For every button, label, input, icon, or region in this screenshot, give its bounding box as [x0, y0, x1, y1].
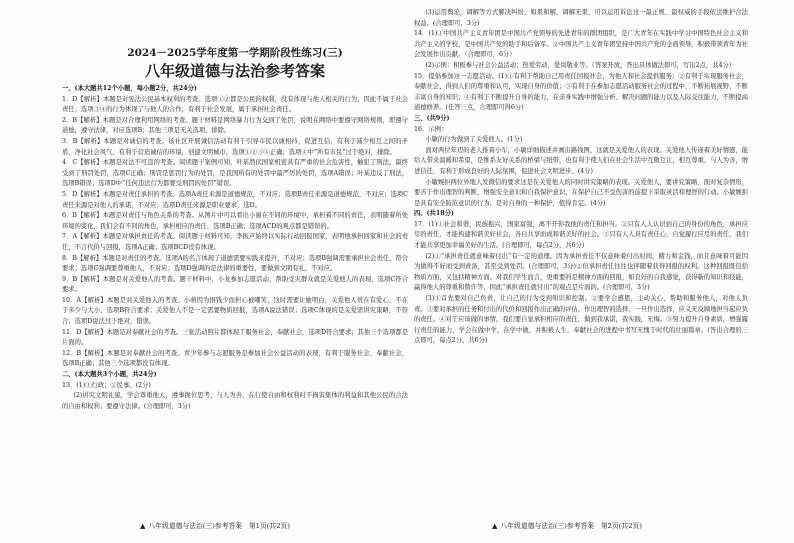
right-column-body — [414, 8, 748, 347]
answer-paragraph: 2．B【解析】本题是对合理利用网络的考查。题干材料是网络暴力行为交到了处罚，说明在网络中要遵守网络规则，即遵守道德，遵守法律，对应选项B；其他三项是无关选项，排除。 — [62, 116, 408, 135]
answer-paragraph: 12．B【解析】本题是对奉献社会的考查。青少年参与志愿服务是参加社会公益活动的表现，有利于服务社会、奉献社会，选项B正确；其他三个选项都没有体现。 — [62, 349, 408, 368]
answer-paragraph: 9．B【解析】本题是对关爱他人的考查。题干材料中，小龙参加志愿活动，帮助受灾群众就是关爱他人的表现，选项C符合要求。 — [62, 275, 408, 294]
left-column — [62, 8, 408, 412]
answer-paragraph: 10．A【解析】本题是对关爱他人的考查。小萌因为捐钱少而担心被嘲笑，这时需要让她明白，关爱他人贵在有爱心，不在于多少与大小，选项B符合要求；关爱他人不是一定需要物质回报，选项A说法错误；选项C体现的是关爱需讲究策略，不符合；选项D说法过于绝对，错误。 — [62, 296, 408, 326]
document-title-subject: 八年级道德与法治参考答案 — [144, 62, 325, 80]
answer-paragraph: (3)①首先要对自己负责，让自己的行为受到知识和控制。②要学会感恩，主动关心，帮助和服务他人，对他人负责。③要对承担的任务和付出的代价和回报作出正确的评估，作出理智的选择，一旦作出选择，应义无反顾地担当起应负的责任。④对于应该做的事情，我们要自觉承担相应的责任，做到我承诺，我实践，无悔。⑤努力提升自身素质，增强履行责任的能力，学会在做中学，在学中做，并积极人生，奉献社会的进程中书写无愧于时代的壮丽篇章。(答出合理的三点即可，每点2分，共6分) — [414, 295, 748, 345]
right-column — [414, 8, 748, 347]
answer-paragraph: 小敏的行为做到了关爱他人。(1分) — [425, 136, 523, 144]
answer-paragraph: 5．D【解析】本题是对责任承担的考查。选项A责任来源是道德规范，不对应；选项B责任来源是道德规范，不对应；选项C责任来源是对他人的承诺，不对应；选项D责任来源是职业要求，选D。 — [62, 190, 408, 209]
answer-paragraph: 3．B【解析】本题是对诚信的考查。该社区开展诚信活动有利于引导市民以诚相待，促进互信，有利于减少相互之间的矛盾，净化社会风气，有利于营造诚信的环境，创建文明城市，选项①②③④正确；选项④中“所有市民”过于绝对，排除。 — [62, 137, 408, 156]
answer-paragraph: 1．D【解析】本题是对宪法公民基本权利的考查。选项①②都是公民的权利，没有体现与他人相关的行为，因此不属于社会责任；选项③④的行为体现了与他人的合作，有利于社会发展，属于承担社会责任。 — [62, 95, 408, 114]
section-heading: 一、(本大题共12个小题，每小题2分，共24分) — [62, 85, 197, 92]
answer-paragraph: 面对两位年迈的老人推着小车，小敏详细描述并画出路线图，这就是关爱他人的表现。关爱他人传递着美好情感，能给人带来温暖和希望，是维系友好关系的桥梁与纽带，也有利于使人们在社会生活中互敬互让，相互尊重，与人为善，增进信任，有利于形成良好的人际氛围，促进社会文明进步。(4分) — [414, 146, 748, 175]
answer-paragraph: 6．B【解析】本题是对责任与角色关系的考查。从图片中可以看出小丽在不同的环境中，承担着不同的责任，表明随着所处环境的变化，我们会有不同的角色，承担相应的责任，选项B正确；选项ACD的观点都是错误的。 — [62, 212, 408, 230]
answer-paragraph: 13．(1)①行政；②民事。(2分) — [62, 381, 151, 389]
page-footer-2 — [492, 520, 642, 530]
answer-paragraph: 8．B【解析】本题是对责任的考查。选项A的名言体现了道德需要实践来提升，不对应；选项B强调需要承担社会责任，符合要求；选项C强调要尊重他人，不对应；选项D强调的是法律的重要性，要做到文明有礼，不对应。 — [62, 254, 408, 273]
page-footer-1 — [140, 520, 290, 530]
answer-paragraph: (2)①“承担责任就意味着付出”有一定的道理。因为承担责任不仅意味着付出时间，精力和金钱，而且意味着可能因为做得不好而受到责备，甚至受到处罚。(合理即可，3分)②但承担责任往往也伴随着获得回报的权利。这种回报既包括物质方面，又包括精神方面。对我们学生而言，更重要的是精神方面的回报，如良好的自我感觉，获得新的知识和技能，赢得他人的尊重和赞许等，因此“承担责任就付出”的观点是片面的。(合理即可，3分) — [414, 252, 748, 292]
document-title-year: 2024－2025学年度第一学期阶段性练习(三) — [127, 47, 343, 59]
triangle-logo-icon: ▲ — [140, 522, 146, 530]
answer-paragraph: (3)运用舆论，调解等方式解决纠纷，如果和解，调解无果，可以运用诉讼这一最正规、最权威的手段依法维护合法权益。(合理即可，3分) — [414, 9, 748, 27]
answer-paragraph: 小敏婉拒两位外地人发微信的要求这是在关爱他人的同时讲究策略的表现。关爱他人，要讲究策略，面对复杂情形，要善于作出理智的判断，增强安全意识和自我保护意识，在保护自己不受伤害的前提下采取灵活和理智的行动。小敏婉拒是具有安全防范意识的行为，是对自身的一种保护，值得肯定。(4分) — [414, 178, 748, 207]
answer-paragraph: 14．(1)①中国共产主义青年团是中国共产党领导的先进青年的群团组织，是广大青年在实践中学习中国特色社会主义和共产主义的学校，是中国共产党的助手和后备军。②中国共产主义青年团坚持中国共产党的全面领导，积极带领青年为社会发展作出贡献。（合理即可，6分） — [414, 30, 748, 59]
answer-paragraph: 7．A【解析】本题是对承担责任的考查。阅读题干材料可知，李振声始终以实际行动回报国家，表明他承担回家和社会的责任，不言代价与回报，选项A正确；选项BCD没有体现。 — [62, 233, 408, 251]
footer-text: 八年级道德与法治(三)参考答案 第2页(共2页) — [500, 522, 642, 530]
answer-paragraph: 17．(1)①社会和谐，民族振兴，国家富强，离不开你我他的责任和担当。②只有人人认识到自己的身份的角色，承担应尽的责任，才能构建和谐美好社会，各自共享而成和谐美好的社会。③只有人人具有责任心，自觉履行应尽的责任，我们才能共享更加幸福美好的生活。(合理即可，每点2分，共6分) — [414, 220, 748, 250]
answer-paragraph: 16．示例： — [414, 125, 448, 133]
triangle-logo-icon: ▲ — [492, 522, 498, 530]
footer-text: 八年级道德与法治(三)参考答案 第1页(共2页) — [148, 522, 290, 530]
section-heading: 三、(共9分) — [414, 114, 450, 122]
answer-paragraph: (2)示例：积极参与社会公益活动；热爱劳动，爱岗敬业等。（答案开放，答出具体做法即可，写出2点，共4分） — [425, 61, 736, 69]
answer-paragraph: 11．D【解析】本题是对奉献社会的考查。三张活动照片都体现了服务社会，奉献社会，选项D符合要求；其他三个选项都是片面的。 — [62, 328, 408, 347]
left-column-body — [62, 84, 408, 412]
answer-paragraph: 4．C【解析】本题是对法不可违的考查。阅读题干案例可知，叶某潜伏国家机密具有严重的社会危害性，触犯了刑法，最终受到了刑罚处罚，选项C正确；刑罚是惩罚行为的处罚，是我国所有的处罚中最严厉的处罚，选项A错误；叶某违反了刑法，选项B错误；选项D中“任何违法行为都要受刑罚的处罚”错误。 — [62, 159, 408, 188]
answer-paragraph: 15．提倡参加这一志愿活动。(1)①有利于帮助自己用责任回报社会，为他人和社会提供服务；②有利于实现服务社会，奉献社会，得到人们的尊重和认可，实现自身的价值；③有利于在参加志愿活动服务社会的过程中，不断拓展视野，不断丰富自身的知识；④有利于不断提升自身的能力，在亲身实践中增强分析、解决问题的能力以及人际交往能力，不断提高道德修养。(任答三点，合理即可得6分) — [414, 72, 748, 112]
section-heading: 四、(共18分) — [414, 210, 454, 218]
answer-paragraph: (2)讲究文明礼貌，学会尊重他人，遵事换位思考，与人为善，在行使自由和权利时不损害集体的利益和其他公民的合法的自由和权利；要遵守法律。(合理即可，3分) — [62, 392, 408, 410]
section-heading: 二、(本大题共3个小题，共24分) — [62, 371, 157, 379]
